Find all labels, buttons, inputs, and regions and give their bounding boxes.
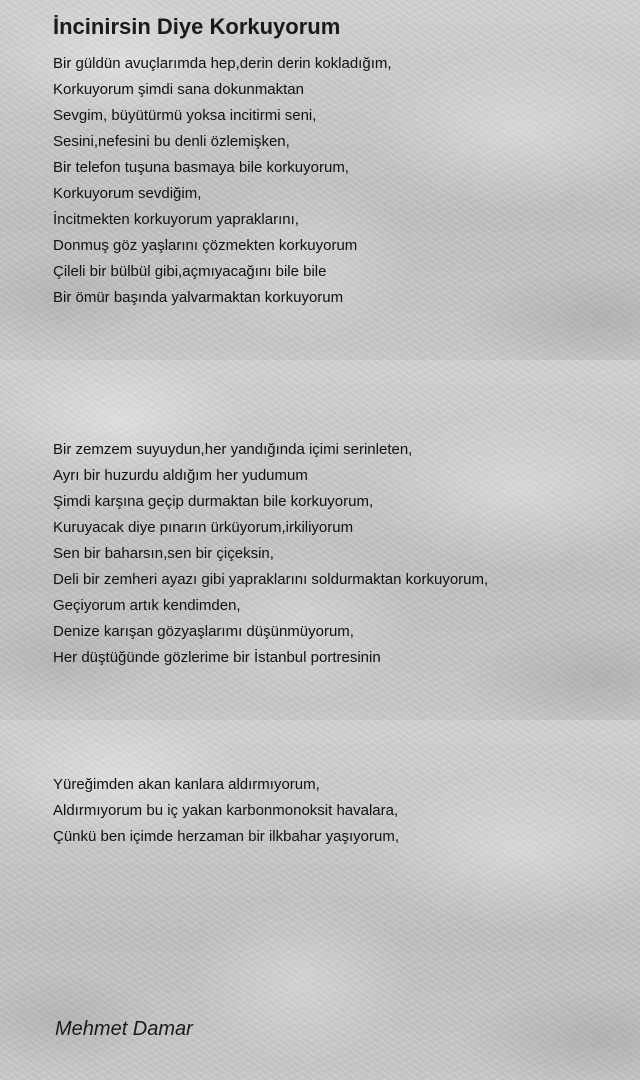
poem-line: Deli bir zemheri ayazı gibi yapraklarını soldurmaktan korkuyorum,: [53, 571, 489, 588]
poem-line: Donmuş göz yaşlarını çözmekten korkuyorum: [53, 237, 358, 254]
poem-line: Sesini,nefesini bu denli özlemişken,: [53, 133, 290, 150]
stanza-3: [53, 772, 399, 850]
poem-line: Bir zemzem suyuydun,her yandığında içimi serinleten,: [53, 441, 413, 458]
poem-line: Denize karışan gözyaşlarımı düşünmüyorum,: [53, 623, 354, 640]
poem-line: Ayrı bir huzurdu aldığım her yudumum: [53, 467, 308, 484]
poem-line: Korkuyorum şimdi sana dokunmaktan: [53, 81, 304, 98]
poem-line: Korkuyorum sevdiğim,: [53, 185, 202, 202]
poem-title: İncinirsin Diye Korkuyorum: [53, 14, 341, 39]
stanza-1: [53, 51, 392, 311]
poem-panel-3: [0, 720, 640, 1080]
poem-line: Şimdi karşına geçip durmaktan bile korkuyorum,: [53, 493, 374, 510]
poem-line: Geçiyorum artık kendimden,: [53, 597, 241, 614]
poem-panel-2: [0, 360, 640, 720]
poem-line: Sen bir baharsın,sen bir çiçeksin,: [53, 545, 274, 562]
poem-line: İncitmekten korkuyorum yapraklarını,: [53, 211, 299, 228]
poem-line: Bir telefon tuşuna basmaya bile korkuyorum,: [53, 159, 349, 176]
poem-line: Çileli bir bülbül gibi,açmıyacağını bile bile: [53, 263, 327, 280]
poem-line: Her düştüğünde gözlerime bir İstanbul portresinin: [53, 649, 381, 666]
poem-line: Yüreğimden akan kanlara aldırmıyorum,: [53, 776, 320, 793]
poem-line: Çünkü ben içimde herzaman bir ilkbahar yaşıyorum,: [53, 828, 399, 845]
stanza-2: [53, 437, 488, 671]
poem-line: Bir ömür başında yalvarmaktan korkuyorum: [53, 289, 344, 306]
poem-panel-1: [0, 0, 640, 360]
poem-line: Kuruyacak diye pınarın ürküyorum,irkiliyorum: [53, 519, 354, 536]
poem-author: Mehmet Damar: [55, 1018, 193, 1040]
poem-line: Sevgim, büyütürmü yoksa incitirmi seni,: [53, 107, 317, 124]
poem-line: Aldırmıyorum bu iç yakan karbonmonoksit havalara,: [53, 802, 399, 819]
poem-line: Bir güldün avuçlarımda hep,derin derin kokladığım,: [53, 55, 392, 72]
